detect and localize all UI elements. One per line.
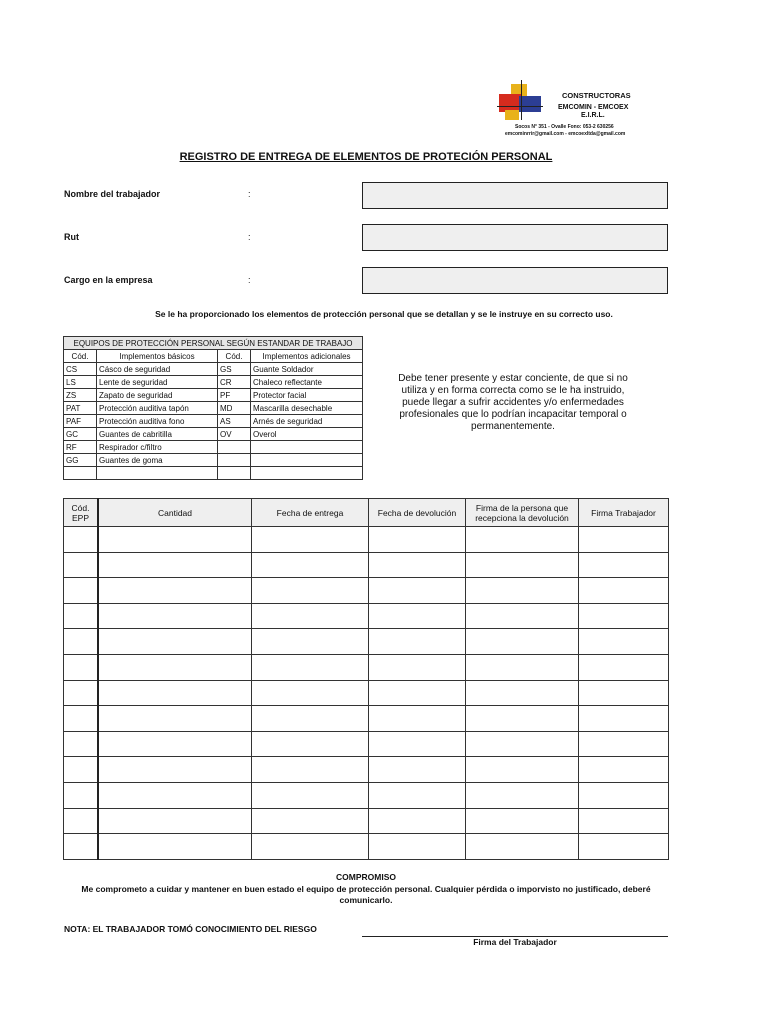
entry-cell[interactable]	[252, 757, 369, 783]
codes-header-basic: Implementos básicos	[97, 350, 218, 363]
code-cell: RF	[64, 441, 97, 454]
position-field[interactable]	[362, 267, 668, 294]
table-row	[64, 629, 669, 655]
table-row	[64, 706, 669, 732]
entry-cell[interactable]	[252, 706, 369, 732]
code-cell: LS	[64, 376, 97, 389]
entry-cell[interactable]	[98, 552, 252, 578]
entry-cell[interactable]	[466, 629, 579, 655]
logo-names: EMCOMIN - EMCOEX	[558, 104, 629, 111]
entry-cell[interactable]	[369, 654, 466, 680]
entry-cell[interactable]	[466, 603, 579, 629]
entry-cell[interactable]	[579, 552, 669, 578]
codes-header-code: Cód.	[64, 350, 97, 363]
entry-cell[interactable]	[369, 757, 466, 783]
item-cell: Guante Soldador	[251, 363, 363, 376]
code-cell: CS	[64, 363, 97, 376]
table-row	[64, 467, 363, 480]
code-cell	[218, 441, 251, 454]
entry-cell[interactable]	[369, 603, 466, 629]
code-cell: PF	[218, 389, 251, 402]
entry-cell[interactable]	[98, 782, 252, 808]
entry-cell[interactable]	[252, 782, 369, 808]
entry-cell[interactable]	[64, 680, 99, 706]
entry-cell[interactable]	[252, 731, 369, 757]
table-row	[64, 680, 669, 706]
item-cell: Guantes de goma	[97, 454, 218, 467]
rut-field[interactable]	[362, 224, 668, 251]
table-row	[64, 415, 363, 428]
entry-cell[interactable]	[64, 629, 99, 655]
entry-cell[interactable]	[466, 680, 579, 706]
company-logo	[497, 80, 645, 142]
field-colon: :	[248, 189, 251, 199]
item-cell: Guantes de cabritilla	[97, 428, 218, 441]
entry-cell[interactable]	[579, 782, 669, 808]
entry-cell[interactable]	[466, 552, 579, 578]
code-cell: PAT	[64, 402, 97, 415]
item-cell: Overol	[251, 428, 363, 441]
table-row	[64, 578, 669, 604]
entry-cell[interactable]	[466, 527, 579, 553]
table-row	[64, 782, 669, 808]
item-cell: Mascarilla desechable	[251, 402, 363, 415]
entry-cell[interactable]	[98, 808, 252, 834]
item-cell: Respirador c/filtro	[97, 441, 218, 454]
entry-cell[interactable]	[369, 578, 466, 604]
item-cell: Protector facial	[251, 389, 363, 402]
logo-type: E.I.R.L.	[581, 112, 605, 119]
code-cell: AS	[218, 415, 251, 428]
entry-cell[interactable]	[98, 834, 252, 860]
entry-cell[interactable]	[252, 527, 369, 553]
logo-block-blue	[519, 96, 541, 112]
header-code-epp: Cód. EPP	[64, 499, 99, 527]
entry-cell[interactable]	[64, 731, 99, 757]
table-row	[64, 376, 363, 389]
entry-cell[interactable]	[579, 578, 669, 604]
entry-cell[interactable]	[466, 706, 579, 732]
header-delivery-date: Fecha de entrega	[252, 499, 369, 527]
code-cell	[218, 467, 251, 480]
entry-cell[interactable]	[369, 706, 466, 732]
delivery-rows	[64, 527, 669, 860]
entry-cell[interactable]	[369, 527, 466, 553]
logo-company: CONSTRUCTORAS	[562, 91, 631, 100]
entry-cell[interactable]	[579, 629, 669, 655]
entry-cell[interactable]	[98, 654, 252, 680]
table-row	[64, 834, 669, 860]
entry-cell[interactable]	[252, 808, 369, 834]
codes-header-additional: Implementos adicionales	[251, 350, 363, 363]
entry-cell[interactable]	[98, 629, 252, 655]
item-cell: Protección auditiva fono	[97, 415, 218, 428]
table-row	[64, 389, 363, 402]
entry-cell[interactable]	[579, 680, 669, 706]
entry-cell[interactable]	[98, 527, 252, 553]
table-row	[64, 603, 669, 629]
entry-cell[interactable]	[252, 680, 369, 706]
table-row	[64, 363, 363, 376]
code-cell: CR	[218, 376, 251, 389]
rut-label: Rut	[64, 232, 79, 242]
field-colon: :	[248, 232, 251, 242]
entry-cell[interactable]	[64, 706, 99, 732]
entry-cell[interactable]	[64, 578, 99, 604]
code-cell: GC	[64, 428, 97, 441]
epp-codes-table	[63, 336, 363, 480]
logo-line	[521, 80, 522, 120]
entry-cell[interactable]	[252, 552, 369, 578]
table-row	[64, 552, 669, 578]
entry-cell[interactable]	[252, 578, 369, 604]
entry-cell[interactable]	[466, 578, 579, 604]
entry-cell[interactable]	[466, 808, 579, 834]
entry-cell[interactable]	[579, 808, 669, 834]
table-row	[64, 428, 363, 441]
item-cell: Protección auditiva tapón	[97, 402, 218, 415]
entry-cell[interactable]	[98, 757, 252, 783]
table-row	[64, 808, 669, 834]
entry-cell[interactable]	[64, 782, 99, 808]
header-quantity: Cantidad	[98, 499, 252, 527]
item-cell	[97, 467, 218, 480]
entry-cell[interactable]	[64, 757, 99, 783]
field-colon: :	[248, 275, 251, 285]
code-cell	[218, 454, 251, 467]
risk-note: NOTA: EL TRABAJADOR TOMÓ CONOCIMIENTO DEL RIESGO	[64, 924, 317, 934]
entry-cell[interactable]	[369, 834, 466, 860]
entry-cell[interactable]	[466, 654, 579, 680]
code-cell: GG	[64, 454, 97, 467]
item-cell: Lente de seguridad	[97, 376, 218, 389]
logo-block-yellow-small	[505, 110, 519, 120]
entry-cell[interactable]	[369, 731, 466, 757]
codes-table-caption: EQUIPOS DE PROTECCIÓN PERSONAL SEGÚN ESTANDAR DE TRABAJO	[64, 337, 363, 350]
entry-cell[interactable]	[64, 654, 99, 680]
item-cell: Zapato de seguridad	[97, 389, 218, 402]
item-cell	[251, 467, 363, 480]
epp-delivery-table	[63, 498, 669, 860]
safety-notice: Debe tener presente y estar conciente, de que si no utiliza y en forma correcta como se le ha instruido, puede llegar a sufrir accidentes y/o enfermedades profesionales que lo podrían incapacitar temporal o permanentemente.	[398, 373, 628, 432]
commitment-text: Me comprometo a cuidar y mantener en buen estado el equipo de protección personal. Cualquier pérdida o imporvisto no justificado, deberé comunicarlo.	[81, 884, 651, 905]
instruction-text: Se le ha proporcionado los elementos de protección personal que se detallan y se le instruye en su correcto uso.	[155, 309, 613, 319]
code-cell: MD	[218, 402, 251, 415]
entry-cell[interactable]	[579, 757, 669, 783]
entry-cell[interactable]	[252, 603, 369, 629]
entry-cell[interactable]	[369, 629, 466, 655]
code-cell: PAF	[64, 415, 97, 428]
signature-label: Firma del Trabajador	[473, 937, 557, 947]
table-row	[64, 757, 669, 783]
entry-cell[interactable]	[579, 654, 669, 680]
entry-cell[interactable]	[64, 552, 99, 578]
entry-cell[interactable]	[64, 527, 99, 553]
entry-cell[interactable]	[369, 782, 466, 808]
entry-cell[interactable]	[369, 552, 466, 578]
worker-name-label: Nombre del trabajador	[64, 189, 161, 199]
item-cell: Cásco de seguridad	[97, 363, 218, 376]
entry-cell[interactable]	[64, 808, 99, 834]
table-row	[64, 454, 363, 467]
entry-cell[interactable]	[64, 834, 99, 860]
table-row	[64, 654, 669, 680]
entry-cell[interactable]	[579, 706, 669, 732]
item-cell: Chaleco reflectante	[251, 376, 363, 389]
code-cell: ZS	[64, 389, 97, 402]
entry-cell[interactable]	[98, 680, 252, 706]
entry-cell[interactable]	[579, 527, 669, 553]
entry-cell[interactable]	[466, 757, 579, 783]
code-cell: GS	[218, 363, 251, 376]
table-row	[64, 402, 363, 415]
entry-cell[interactable]	[252, 629, 369, 655]
entry-cell[interactable]	[98, 603, 252, 629]
entry-cell[interactable]	[98, 731, 252, 757]
entry-cell[interactable]	[64, 603, 99, 629]
item-cell: Arnés de seguridad	[251, 415, 363, 428]
commitment-title: COMPROMISO	[336, 872, 396, 882]
entry-cell[interactable]	[579, 731, 669, 757]
entry-cell[interactable]	[98, 578, 252, 604]
document-title: REGISTRO DE ENTREGA DE ELEMENTOS DE PROTECIÓN PERSONAL	[179, 151, 553, 163]
item-cell	[251, 454, 363, 467]
header-return-date: Fecha de devolución	[369, 499, 466, 527]
table-row	[64, 527, 669, 553]
item-cell	[251, 441, 363, 454]
code-cell: OV	[218, 428, 251, 441]
logo-address: Socos N° 351 - Ovalle Fono: 053-2 630256	[515, 124, 614, 130]
entry-cell[interactable]	[369, 680, 466, 706]
entry-cell[interactable]	[369, 808, 466, 834]
codes-header-code: Cód.	[218, 350, 251, 363]
table-row	[64, 441, 363, 454]
entry-cell[interactable]	[98, 706, 252, 732]
entry-cell[interactable]	[466, 731, 579, 757]
logo-emails: emcominrrir@gmail.com - emcoexltda@gmail.com	[505, 131, 626, 137]
logo-line	[497, 106, 543, 107]
table-row	[64, 731, 669, 757]
header-worker-signature: Firma Trabajador	[579, 499, 669, 527]
entry-cell[interactable]	[466, 834, 579, 860]
worker-name-field[interactable]	[362, 182, 668, 209]
entry-cell[interactable]	[579, 834, 669, 860]
entry-cell[interactable]	[252, 654, 369, 680]
code-cell	[64, 467, 97, 480]
entry-cell[interactable]	[579, 603, 669, 629]
entry-cell[interactable]	[252, 834, 369, 860]
header-return-receiver-signature: Firma de la persona que recepciona la devolución	[466, 499, 579, 527]
position-label: Cargo en la empresa	[64, 275, 153, 285]
entry-cell[interactable]	[466, 782, 579, 808]
